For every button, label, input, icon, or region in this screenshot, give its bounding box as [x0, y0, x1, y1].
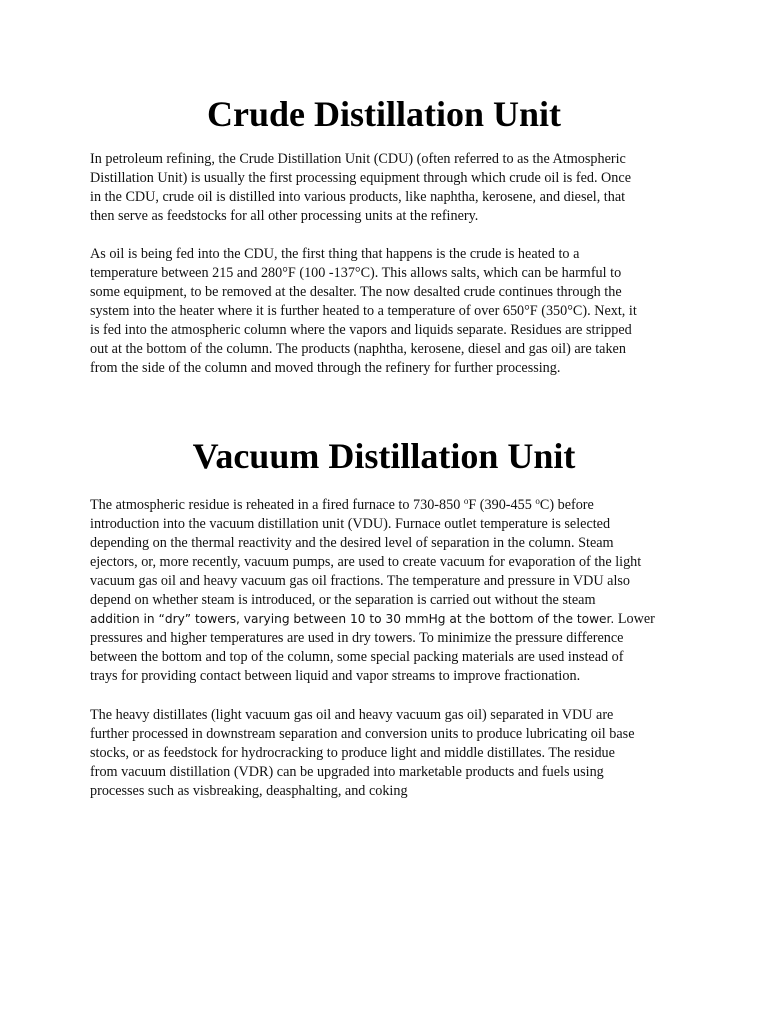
- paragraph-line: depend on whether steam is introduced, or the separation is carried out without the steam: [90, 592, 596, 608]
- paragraph-line: temperature between 215 and 280°F (100 -137°C). This allows salts, which can be harmful to: [90, 265, 622, 281]
- text-run-sans: addition in “dry” towers, varying between 10 to 30 mmHg at the bottom of the tower.: [90, 612, 615, 626]
- paragraph-line: processes such as visbreaking, deasphalting, and coking: [90, 783, 408, 799]
- text-run: C) before: [539, 497, 594, 513]
- paragraph-line: from vacuum distillation (VDR) can be upgraded into marketable products and fuels using: [90, 764, 604, 780]
- paragraph-line: As oil is being fed into the CDU, the first thing that happens is the crude is heated to a: [90, 246, 580, 262]
- cdu-intro-paragraph: [90, 150, 690, 226]
- section-title-crude-distillation-unit: Crude Distillation Unit: [206, 94, 562, 134]
- cdu-process-paragraph: [90, 245, 690, 378]
- paragraph-line: some equipment, to be removed at the desalter. The now desalted crude continues through the: [90, 284, 622, 300]
- paragraph-line: system into the heater where it is further heated to a temperature of over 650°F (350°C). Next, it: [90, 303, 637, 319]
- paragraph-line: introduction into the vacuum distillation unit (VDU). Furnace outlet temperature is selected: [90, 516, 611, 532]
- paragraph-line: then serve as feedstocks for all other processing units at the refinery.: [90, 208, 479, 224]
- section-title-vacuum-distillation-unit: Vacuum Distillation Unit: [192, 436, 576, 476]
- paragraph-line: ejectors, or, more recently, vacuum pumps, are used to create vacuum for evaporation of the light: [90, 554, 642, 570]
- paragraph-line: [90, 610, 690, 629]
- vdu-process-paragraph: [90, 496, 690, 686]
- paragraph-line: between the bottom and top of the column, some special packing materials are used instead of: [90, 649, 624, 665]
- text-run: The atmospheric residue is reheated in a fired furnace to 730-850: [90, 497, 464, 513]
- paragraph-line: stocks, or as feedstock for hydrocracking to produce light and middle distillates. The residue: [90, 745, 615, 761]
- paragraph-line: in the CDU, crude oil is distilled into various products, like naphtha, kerosene, and diesel, that: [90, 189, 626, 205]
- paragraph-line: trays for providing contact between liquid and vapor streams to improve fractionation.: [90, 668, 581, 684]
- paragraph-line: Distillation Unit) is usually the first processing equipment through which crude oil is fed. Once: [90, 170, 631, 186]
- vdu-products-paragraph: [90, 706, 690, 801]
- paragraph-line: depending on the thermal reactivity and the desired level of separation in the column. Steam: [90, 535, 614, 551]
- paragraph-line: In petroleum refining, the Crude Distillation Unit (CDU) (often referred to as the Atmospheric: [90, 151, 626, 167]
- paragraph-line: from the side of the column and moved through the refinery for further processing.: [90, 360, 561, 376]
- superscript-degree: o: [535, 496, 540, 506]
- text-run: F (390-455: [468, 497, 536, 513]
- superscript-degree: o: [463, 496, 469, 506]
- paragraph-line: The heavy distillates (light vacuum gas oil and heavy vacuum gas oil) separated in VDU are: [90, 707, 614, 723]
- paragraph-line: further processed in downstream separation and conversion units to produce lubricating oil base: [90, 726, 635, 742]
- paragraph-line: out at the bottom of the column. The products (naphtha, kerosene, diesel and gas oil) are taken: [90, 341, 626, 357]
- paragraph-line: pressures and higher temperatures are used in dry towers. To minimize the pressure difference: [90, 630, 624, 646]
- paragraph-line: vacuum gas oil and heavy vacuum gas oil fractions. The temperature and pressure in VDU also: [90, 573, 631, 589]
- paragraph-line: is fed into the atmospheric column where the vapors and liquids separate. Residues are stripped: [90, 322, 632, 338]
- text-run: Lower: [614, 611, 655, 627]
- paragraph-line: [90, 496, 690, 515]
